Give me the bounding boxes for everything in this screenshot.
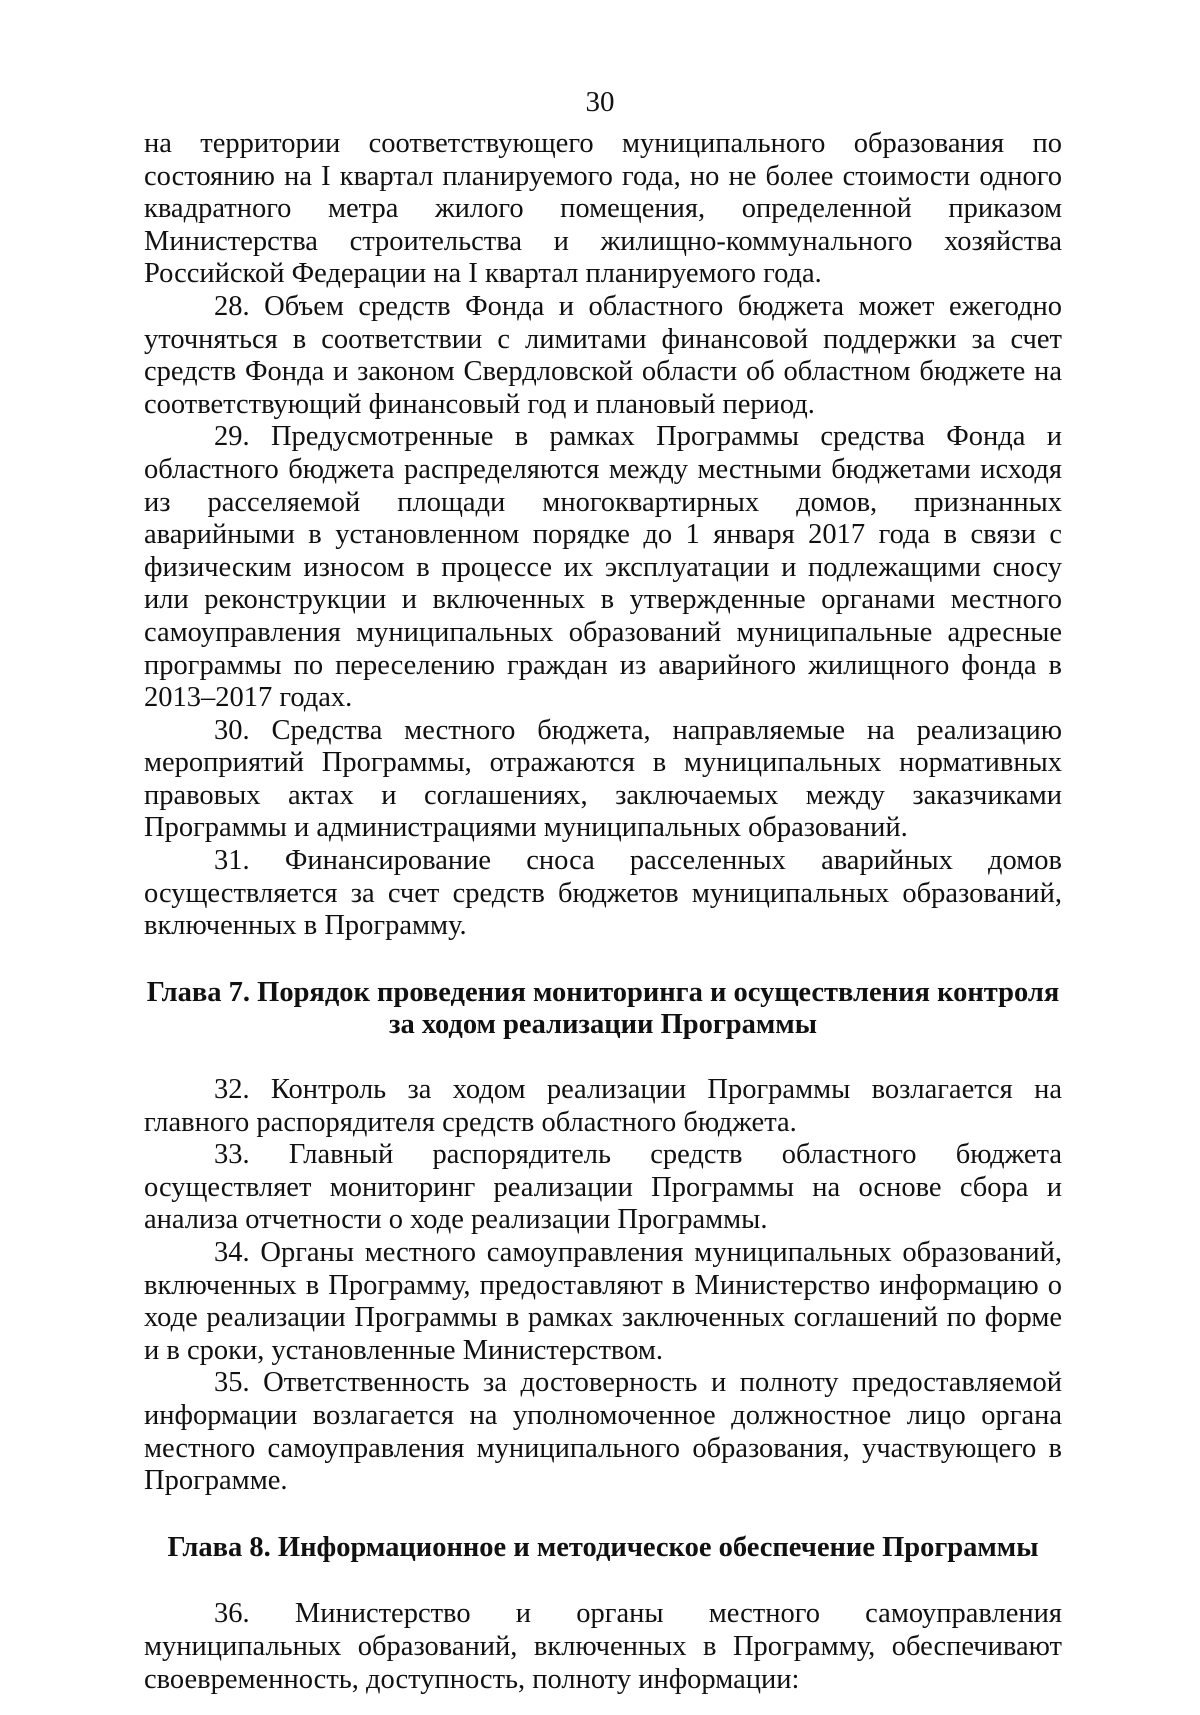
chapter-7-title-line-2: за ходом реализации Программы [389,1009,817,1041]
paragraph-35: 35. Ответственность за достоверность и полноту предоставляемой информации возлагается на уполномоченное должностное лицо органа местного самоуправления муниципального образования, участвующего в Программе. [144,1367,1062,1497]
paragraph-32: 32. Контроль за ходом реализации Программы возлагается на главного распорядителя средств областного бюджета. [144,1074,1062,1138]
document-body [144,128,1062,1696]
chapter-7-heading [144,977,1062,1042]
paragraph-34: 34. Органы местного самоуправления муниципальных образований, включенных в Программу, предоставляют в Министерство информацию о ходе реализации Программы в рамках заключенных соглашений по форме и в сроки, установленные Министерством. [144,1237,1062,1366]
page-number: 30 [585,86,615,118]
paragraph-29: 29. Предусмотренные в рамках Программы средства Фонда и областного бюджета распределяются между местными бюджетами исходя из расселяемой площади многоквартирных домов, признанных аварийными в установленном порядке до 1 января 2017 года в связи с физическим износом в процессе их эксплуатации и подлежащими сносу или реконструкции и включенных в утвержденные органами местного самоуправления муниципальных образований муниципальные адресные программы по переселению граждан из аварийного жилищного фонда в 2013–2017 годах. [144,421,1062,714]
paragraph-28: 28. Объем средств Фонда и областного бюджета может ежегодно уточняться в соответствии с лимитами финансовой поддержки за счет средств Фонда и законом Свердловской области об областном бюджете на соответствующий финансовый год и плановый период. [144,290,1062,420]
chapter-7-title-line-1: Глава 7. Порядок проведения мониторинга и осуществления контроля [146,976,1060,1008]
paragraph-33: 33. Главный распорядитель средств областного бюджета осуществляет мониторинг реализации Программы на основе сбора и анализа отчетности о ходе реализации Программы. [144,1139,1062,1236]
paragraph-30: 30. Средства местного бюджета, направляемые на реализацию мероприятий Программы, отражаются в муниципальных нормативных правовых актах и соглашениях, заключаемых между заказчиками Программы и администрациями муниципальных образований. [144,714,1062,844]
paragraph-27-continuation: на территории соответствующего муниципального образования по состоянию на I квартал планируемого года, но не более стоимости одного квадратного метра жилого помещения, определенной приказом Министерства строительства и жилищно-коммунального хозяйства Российской Федерации на I квартал планируемого года. [144,128,1062,290]
paragraph-36: 36. Министерство и органы местного самоуправления муниципальных образований, включенных в Программу, обеспечивают своевременность, доступность, полноту информации: [144,1598,1062,1695]
chapter-8-heading: Глава 8. Информационное и методическое обеспечение Программы [167,1531,1039,1563]
paragraph-31: 31. Финансирование сноса расселенных аварийных домов осуществляется за счет средств бюджетов муниципальных образований, включенных в Программу. [144,845,1062,942]
